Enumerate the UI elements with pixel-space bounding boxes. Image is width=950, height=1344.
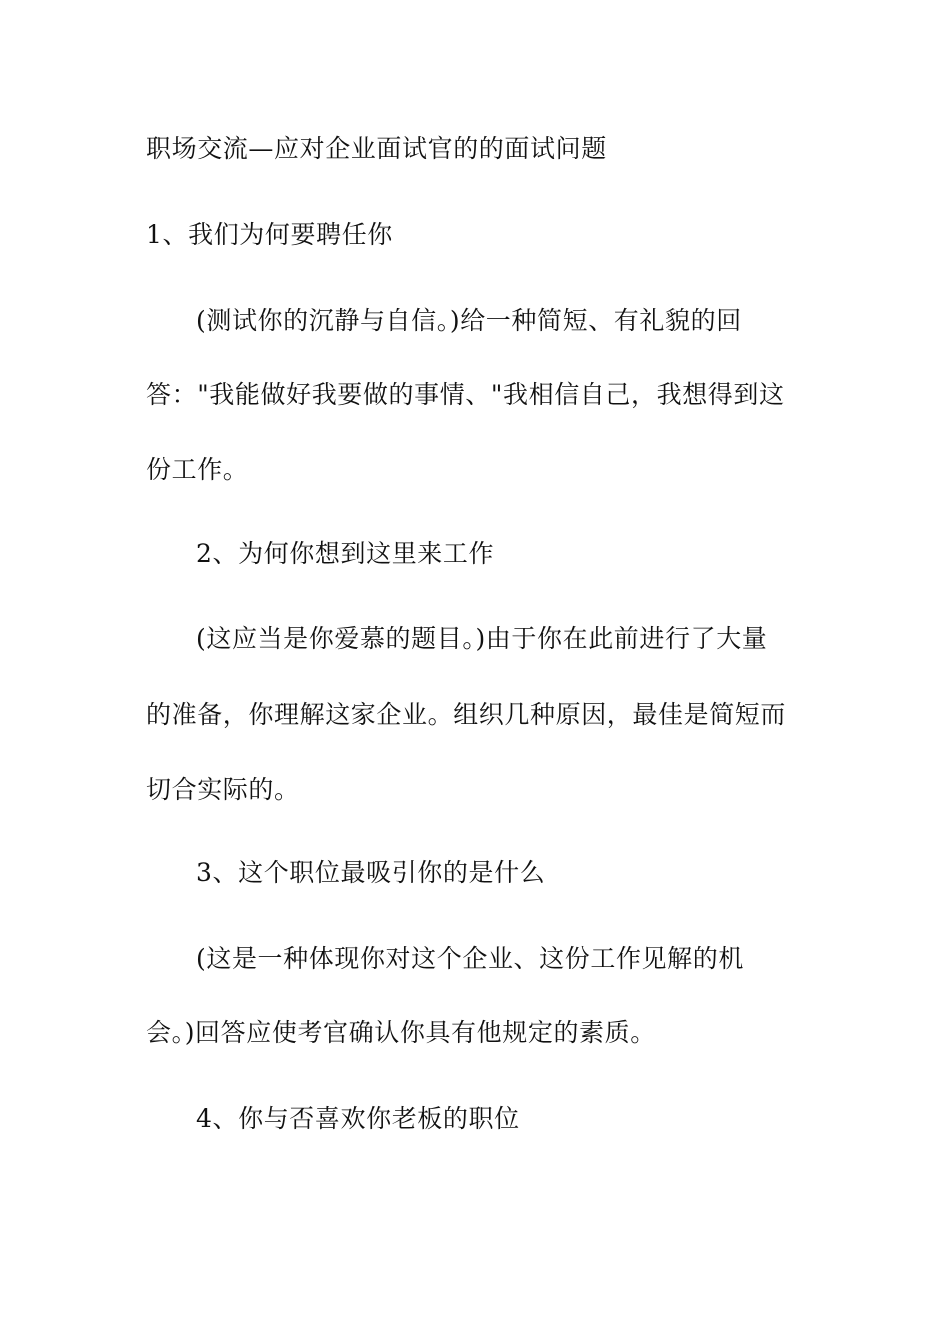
document-title: 职场交流—应对企业面试官的的面试问题 (146, 134, 607, 163)
question-1-text-line-1: (测试你的沉静与自信。)给一种简短、有礼貌的回 (196, 306, 742, 335)
question-1-text-line-2: 答："我能做好我要做的事情、"我相信自己，我想得到这 (146, 380, 785, 409)
question-2-text-line-2: 的准备，你理解这家企业。组织几种原因，最佳是简短而 (146, 700, 787, 729)
question-1-text-line-3: 份工作。 (146, 455, 249, 484)
question-3-heading: 3、这个职位最吸引你的是什么 (196, 858, 546, 887)
question-2-text-line-3: 切合实际的。 (146, 775, 300, 804)
question-4-heading: 4、你与否喜欢你老板的职位 (196, 1104, 520, 1133)
question-1-heading: 1、我们为何要聘任你 (146, 220, 393, 249)
question-2-heading: 2、为何你想到这里来工作 (196, 539, 495, 568)
question-3-text-line-1: (这是一种体现你对这个企业、这份工作见解的机 (196, 944, 744, 973)
question-3-text-line-2: 会。)回答应使考官确认你具有他规定的素质。 (146, 1018, 656, 1047)
question-2-text-line-1: (这应当是你爱慕的题目。)由于你在此前进行了大量 (196, 624, 768, 653)
